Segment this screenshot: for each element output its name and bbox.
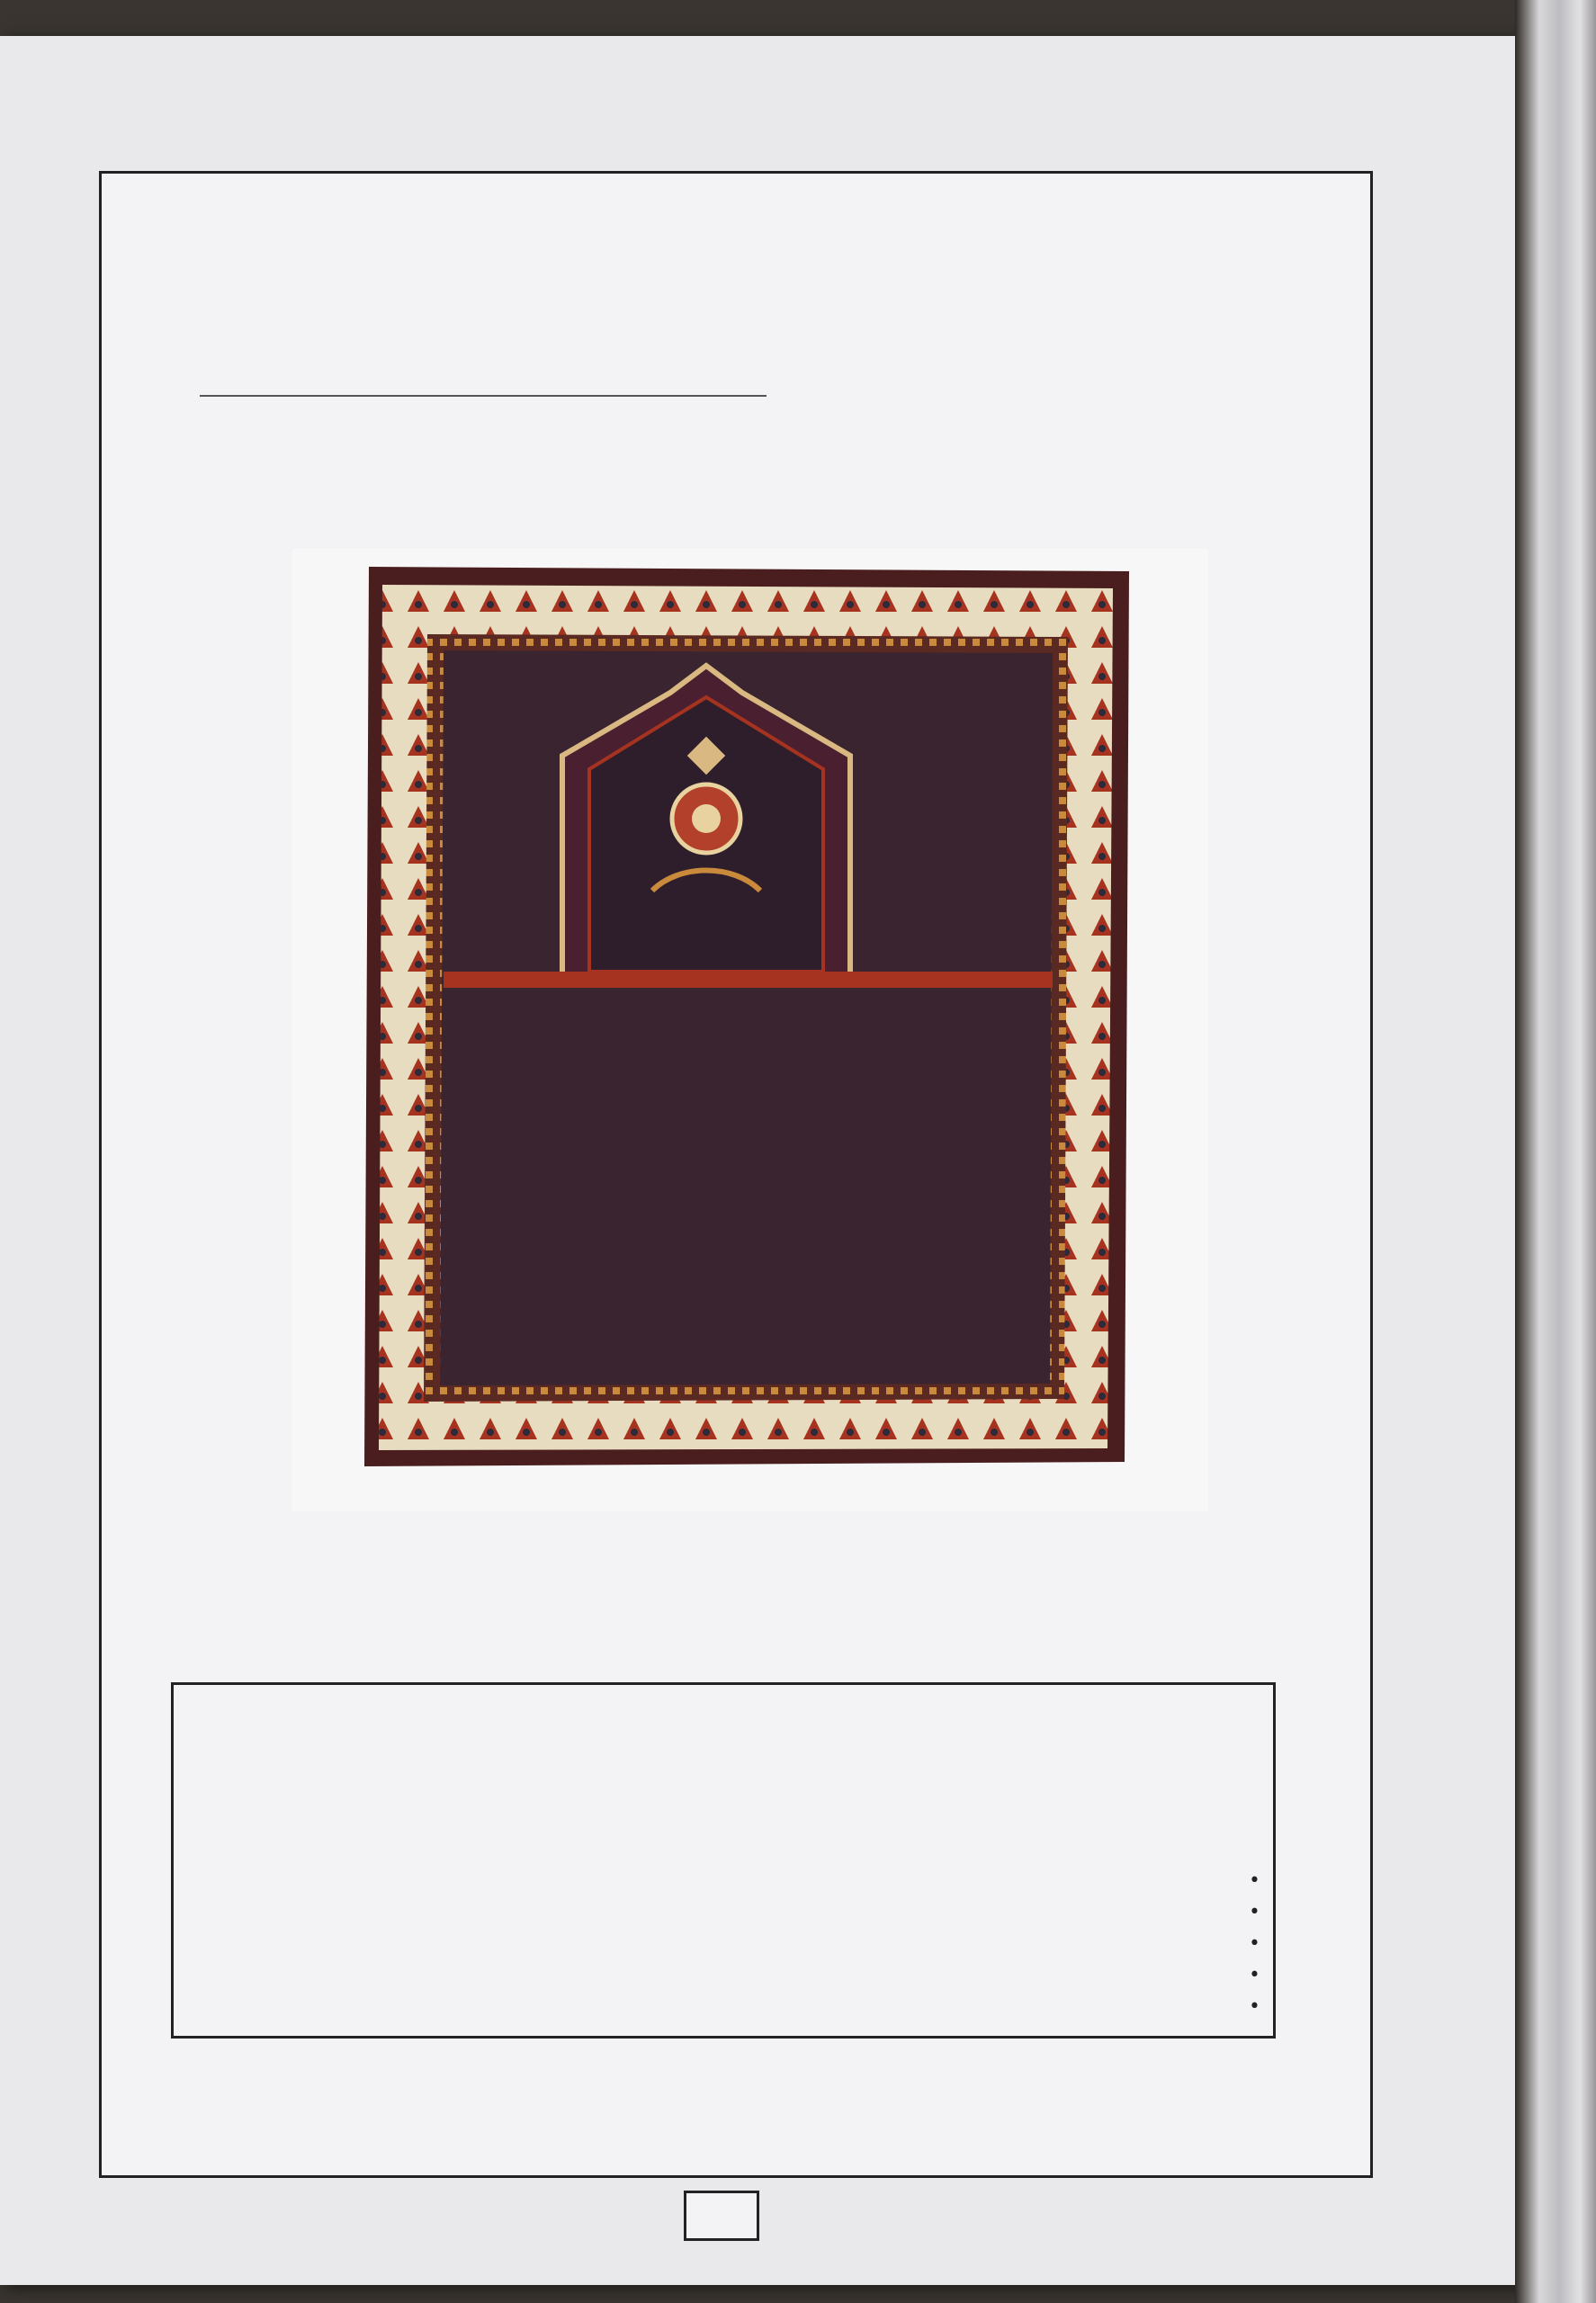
info-bullet-4: • [1250, 1897, 1259, 1923]
upside-down-text [174, 1685, 1273, 2036]
info-bullet-1: • [1250, 1992, 1259, 2018]
stacked-page-edges [1515, 0, 1596, 2303]
upside-down-info-box [171, 1682, 1276, 2039]
prayer-rug-photo [292, 549, 1208, 1511]
info-bullet-5: • [1250, 1866, 1259, 1892]
page-number [684, 2191, 759, 2241]
answer-field[interactable] [200, 364, 767, 397]
ornamental-border-top [18, 72, 1511, 171]
ornamental-border-bottom [18, 2177, 1511, 2281]
intro-paragraph [200, 364, 1243, 408]
prayer-rug-image [292, 549, 1208, 1511]
info-bullet-3: • [1250, 1929, 1259, 1955]
info-bullet-2: • [1250, 1960, 1259, 1986]
ornamental-border-left [13, 171, 99, 2177]
ornamental-border-right [1367, 171, 1484, 2177]
